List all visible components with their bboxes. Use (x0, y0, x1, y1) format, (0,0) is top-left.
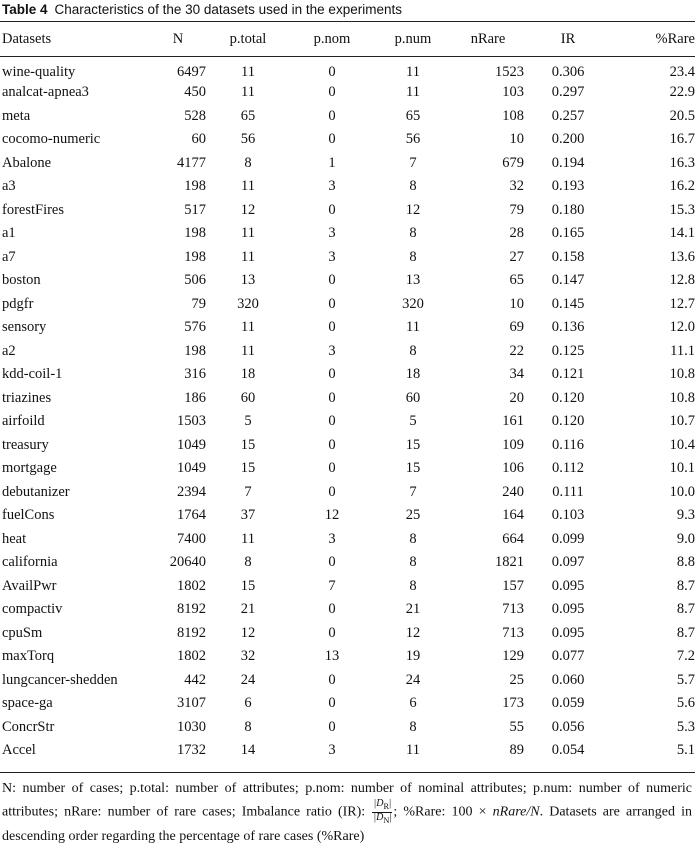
table-cell: 56 (240, 131, 256, 148)
table-cell: 1503 (177, 413, 206, 430)
table-cell: 4177 (177, 154, 206, 171)
table-cell: 5.1 (676, 742, 695, 759)
table-cell: 1049 (177, 436, 206, 453)
table-cell: 11 (241, 248, 255, 265)
table-cell: 13 (240, 272, 256, 289)
table-cell: 186 (184, 389, 206, 406)
table-row (0, 316, 695, 340)
table-cell: 8 (409, 178, 417, 195)
bottom-rule (0, 772, 695, 773)
table-row (0, 434, 695, 458)
column-header: IR (560, 30, 576, 47)
table-cell: 0.145 (551, 295, 585, 312)
table-cell: 164 (502, 507, 524, 524)
table-cell: 517 (184, 201, 206, 218)
table-row (0, 575, 695, 599)
table-cell: 528 (184, 107, 206, 124)
table-cell: 13.6 (669, 248, 695, 265)
table-caption (2, 0, 402, 20)
table-cell: 7400 (177, 530, 206, 547)
dataset-name-cell: debutanizer (2, 483, 70, 500)
table-cell: 13 (324, 648, 340, 665)
table-cell: 10 (509, 131, 524, 148)
table-cell: 65 (405, 107, 421, 124)
table-cell: 8 (244, 154, 252, 171)
table-cell: 13 (405, 272, 421, 289)
table-cell: 0.136 (551, 319, 585, 336)
dataset-name-cell: Accel (2, 742, 36, 759)
table-cell: 11 (241, 342, 255, 359)
table-cell: 0.095 (551, 601, 585, 618)
table-cell: 11 (241, 64, 255, 80)
dataset-name-cell: forestFires (2, 201, 65, 218)
table-cell: 0.116 (551, 436, 585, 453)
table-cell: 0 (328, 436, 336, 453)
table-cell: 0 (328, 624, 336, 641)
table-cell: 12.8 (669, 272, 695, 289)
table-cell: 0 (328, 84, 336, 101)
table-cell: 56 (405, 131, 421, 148)
table-cell: 1764 (177, 507, 206, 524)
table-cell: 240 (502, 483, 524, 500)
table-cell: 5.7 (676, 671, 695, 688)
table-row (0, 504, 695, 528)
table-cell: 0.099 (551, 530, 585, 547)
table-cell: 108 (502, 107, 524, 124)
table-cell: 0 (328, 601, 336, 618)
dataset-name-cell: compactiv (2, 601, 63, 618)
table-cell: 0.165 (551, 225, 585, 242)
table-cell: 60 (405, 389, 421, 406)
table-cell: 8 (409, 248, 417, 265)
table-cell: 79 (191, 295, 206, 312)
table-cell: 0.059 (551, 695, 585, 712)
table-cell: 198 (184, 178, 206, 195)
table-cell: 0.297 (551, 84, 585, 101)
table-cell: 7 (409, 483, 417, 500)
table-cell: 5.3 (676, 718, 695, 735)
table-cell: 0.054 (551, 742, 585, 759)
datasets-table (0, 22, 695, 763)
table-row (0, 622, 695, 646)
table-cell: 24 (240, 671, 256, 688)
table-cell: 11 (406, 84, 420, 101)
table-cell: 23.4 (669, 64, 695, 80)
table-cell: 7 (328, 577, 336, 594)
table-cell: 11 (241, 178, 255, 195)
table-cell: 10.4 (669, 436, 695, 453)
table-cell: 11 (406, 319, 420, 336)
table-row (0, 551, 695, 575)
table-row (0, 81, 695, 105)
dataset-name-cell: cocomo-numeric (2, 131, 101, 148)
table-cell: 11 (406, 742, 420, 759)
table-row (0, 175, 695, 199)
table-cell: 16.3 (669, 154, 695, 171)
table-cell: 12.7 (669, 295, 695, 312)
table-cell: 79 (509, 201, 524, 218)
table-cell: 10.8 (669, 366, 695, 383)
table-cell: 15 (240, 460, 256, 477)
footnote-formula: nRare/N (492, 804, 540, 820)
table-cell: 8 (409, 225, 417, 242)
table-cell: 8192 (177, 624, 206, 641)
table-cell: 0.200 (551, 131, 585, 148)
table-cell: 0.180 (551, 201, 585, 218)
table-cell: 14 (240, 742, 256, 759)
table-cell: 89 (509, 742, 524, 759)
table-cell: 0.077 (551, 648, 585, 665)
table-cell: 0 (328, 319, 336, 336)
table-row (0, 199, 695, 223)
table-cell: 7 (409, 154, 417, 171)
table-cell: 0.257 (551, 107, 585, 124)
column-header: nRare (470, 30, 506, 47)
table-cell: 11.1 (670, 342, 695, 359)
table-cell: 5 (244, 413, 252, 430)
table-cell: 713 (502, 624, 524, 641)
table-cell: 12 (324, 507, 340, 524)
table-cell: 0 (328, 460, 336, 477)
table-cell: 28 (509, 225, 524, 242)
table-cell: 8.8 (676, 554, 695, 571)
table-cell: 6497 (177, 64, 206, 80)
fraction-numerator-sub: R (383, 802, 390, 811)
table-cell: 32 (240, 648, 256, 665)
table-row (0, 246, 695, 270)
table-cell: 8.7 (676, 601, 695, 618)
column-header: Datasets (2, 30, 52, 47)
table-cell: 20.5 (669, 107, 695, 124)
table-cell: 34 (509, 366, 524, 383)
table-cell: 320 (402, 295, 424, 312)
table-cell: 316 (184, 366, 206, 383)
table-cell: 0.097 (551, 554, 585, 571)
table-cell: 506 (184, 272, 206, 289)
dataset-name-cell: wine-quality (2, 64, 76, 80)
table-cell: 576 (184, 319, 206, 336)
table-cell: 1030 (177, 718, 206, 735)
fraction-denominator: |D (373, 812, 384, 823)
table-row (0, 269, 695, 293)
table-cell: 60 (240, 389, 256, 406)
table-cell: 5.6 (676, 695, 695, 712)
table-cell: 10.7 (669, 413, 695, 430)
table-cell: 0 (328, 554, 336, 571)
table-cell: 0 (328, 483, 336, 500)
table-cell: 11 (241, 530, 255, 547)
dataset-name-cell: analcat-apnea3 (2, 84, 89, 101)
table-cell: 0 (328, 718, 336, 735)
dataset-name-cell: a3 (2, 178, 16, 195)
table-cell: 0.103 (551, 507, 585, 524)
table-cell: 1 (328, 154, 336, 171)
dataset-name-cell: ConcrStr (2, 718, 55, 735)
table-cell: 15 (405, 460, 421, 477)
footnote-text-3: . Datasets are arranged in descending order regarding the percentage of rare cases (%Rare) (2, 804, 693, 844)
table-cell: 12 (405, 624, 421, 641)
dataset-name-cell: treasury (2, 436, 49, 453)
table-cell: 0.056 (551, 718, 585, 735)
table-cell: 10.0 (669, 483, 695, 500)
table-cell: 16.2 (669, 178, 695, 195)
table-cell: 1523 (495, 64, 524, 80)
table-cell: 1802 (177, 648, 206, 665)
table-row (0, 692, 695, 716)
table-row (0, 457, 695, 481)
table-row (0, 293, 695, 317)
table-cell: 103 (502, 84, 524, 101)
table-cell: 18 (405, 366, 421, 383)
table-cell: 65 (240, 107, 256, 124)
table-cell: 198 (184, 342, 206, 359)
dataset-name-cell: kdd-coil-1 (2, 366, 63, 383)
column-header: N (172, 30, 184, 47)
dataset-name-cell: a2 (2, 342, 16, 359)
table-cell: 22 (509, 342, 524, 359)
table-cell: 32 (509, 178, 524, 195)
table-cell: 1732 (177, 742, 206, 759)
table-row (0, 128, 695, 152)
table-cell: 12 (405, 201, 421, 218)
table-cell: 8.7 (676, 577, 695, 594)
dataset-name-cell: Abalone (2, 154, 52, 171)
table-cell: 15 (405, 436, 421, 453)
table-cell: 8 (244, 718, 252, 735)
table-cell: 2394 (177, 483, 206, 500)
table-cell: 0 (328, 272, 336, 289)
table-cell: 25 (509, 671, 524, 688)
table-cell: 20 (509, 389, 524, 406)
table-cell: 0.194 (551, 154, 585, 171)
table-cell: 1821 (495, 554, 524, 571)
table-cell: 0.120 (551, 389, 585, 406)
table-cell: 18 (240, 366, 256, 383)
table-cell: 3 (328, 742, 336, 759)
footnote-text-2: ; %Rare: 100 × (393, 804, 493, 820)
table-cell: 0 (328, 131, 336, 148)
fraction-denominator-sub: N (383, 816, 390, 825)
table-cell: 24 (405, 671, 421, 688)
dataset-name-cell: a7 (2, 248, 16, 265)
table-cell: 679 (502, 154, 524, 171)
table-cell: 8 (244, 554, 252, 571)
table-cell: 60 (191, 131, 206, 148)
table-row (0, 645, 695, 669)
table-cell: 0.121 (551, 366, 585, 383)
dataset-name-cell: meta (2, 107, 31, 124)
table-cell: 8192 (177, 601, 206, 618)
table-cell: 27 (509, 248, 524, 265)
table-cell: 12.0 (669, 319, 695, 336)
table-cell: 16.7 (669, 131, 695, 148)
table-cell: 7 (244, 483, 252, 500)
table-cell: 0.095 (551, 624, 585, 641)
table-cell: 8 (409, 718, 417, 735)
table-header-row (0, 22, 695, 56)
table-cell: 9.3 (676, 507, 695, 524)
table-cell: 3 (328, 178, 336, 195)
table-cell: 157 (502, 577, 524, 594)
table-cell: 0.111 (552, 483, 584, 500)
dataset-name-cell: airfoild (2, 413, 45, 430)
table-row (0, 716, 695, 740)
table-cell: 0.095 (551, 577, 585, 594)
dataset-name-cell: mortgage (2, 460, 57, 477)
table-cell: 5 (409, 413, 417, 430)
table-cell: 21 (405, 601, 421, 618)
table-cell: 8 (409, 342, 417, 359)
footnote-text-1: N: number of cases; p.total: number of attributes; p.nom: number of nominal attributes; p.num: number of numeric attributes; nRare: number of rare cases; Imbalance ratio (IR): (2, 781, 692, 820)
table-cell: 15.3 (669, 201, 695, 218)
table-cell: 0.158 (551, 248, 585, 265)
table-row (0, 152, 695, 176)
table-cell: 0 (328, 201, 336, 218)
table-cell: 6 (244, 695, 252, 712)
table-row (0, 598, 695, 622)
table-cell: 320 (237, 295, 259, 312)
table-cell: 198 (184, 225, 206, 242)
table-row (0, 528, 695, 552)
dataset-name-cell: lungcancer-shedden (2, 671, 118, 688)
table-footnote (2, 778, 692, 847)
table-cell: 8.7 (676, 624, 695, 641)
dataset-name-cell: sensory (2, 319, 47, 336)
table-cell: 11 (241, 225, 255, 242)
dataset-name-cell: california (2, 554, 58, 571)
table-cell: 0 (328, 671, 336, 688)
table-cell: 0 (328, 413, 336, 430)
table-cell: 15 (240, 577, 256, 594)
table-cell: 161 (502, 413, 524, 430)
table-row (0, 481, 695, 505)
dataset-name-cell: triazines (2, 389, 52, 406)
table-cell: 6 (409, 695, 417, 712)
table-cell: 0.112 (551, 460, 585, 477)
table-cell: 3 (328, 225, 336, 242)
table-cell: 9.0 (676, 530, 695, 547)
dataset-name-cell: a1 (2, 225, 16, 242)
table-cell: 8 (409, 530, 417, 547)
table-cell: 3 (328, 530, 336, 547)
table-row (0, 222, 695, 246)
dataset-name-cell: AvailPwr (2, 577, 57, 594)
dataset-name-cell: cpuSm (2, 624, 43, 641)
table-row (0, 363, 695, 387)
table-cell: 109 (502, 436, 524, 453)
table-cell: 129 (502, 648, 524, 665)
dataset-name-cell: maxTorq (2, 648, 55, 665)
table-cell: 0.125 (551, 342, 585, 359)
table-cell: 11 (241, 84, 255, 101)
table-cell: 0.147 (551, 272, 585, 289)
table-row (0, 340, 695, 364)
table-cell: 0 (328, 695, 336, 712)
table-cell: 12 (240, 201, 256, 218)
table-row (0, 669, 695, 693)
table-cell: 19 (405, 648, 421, 665)
table-cell: 10.8 (669, 389, 695, 406)
table-cell: 12 (240, 624, 256, 641)
table-row (0, 410, 695, 434)
table-cell: 0.306 (551, 64, 585, 80)
table-cell: 37 (240, 507, 256, 524)
dataset-name-cell: fuelCons (2, 507, 55, 524)
table-cell: 10.1 (669, 460, 695, 477)
table-row (0, 56, 695, 81)
dataset-name-cell: space-ga (2, 695, 53, 712)
table-cell: 3 (328, 248, 336, 265)
table-cell: 0.060 (551, 671, 585, 688)
table-cell: 65 (509, 272, 524, 289)
table-cell: 25 (405, 507, 421, 524)
table-title: Characteristics of the 30 datasets used in the experiments (54, 2, 402, 17)
table-row (0, 105, 695, 129)
dataset-name-cell: heat (2, 530, 27, 547)
table-row (0, 387, 695, 411)
table-cell: 55 (509, 718, 524, 735)
table-cell: 3 (328, 342, 336, 359)
table-cell: 0.120 (551, 413, 585, 430)
table-cell: 0 (328, 64, 336, 80)
fraction-numerator: |D (373, 798, 384, 809)
table-cell: 0 (328, 389, 336, 406)
table-cell: 0.193 (551, 178, 585, 195)
table-cell: 11 (241, 319, 255, 336)
table-cell: 11 (406, 64, 420, 80)
dataset-name-cell: pdgfr (2, 295, 34, 312)
table-cell: 450 (184, 84, 206, 101)
table-cell: 173 (502, 695, 524, 712)
table-cell: 442 (184, 671, 206, 688)
table-cell: 8 (409, 554, 417, 571)
table-cell: 106 (502, 460, 524, 477)
table-cell: 0 (328, 107, 336, 124)
column-header: p.num (394, 30, 432, 47)
table-label: Table 4 (2, 2, 48, 17)
table-row (0, 739, 695, 763)
table-cell: 7.2 (676, 648, 695, 665)
table-cell: 1049 (177, 460, 206, 477)
dataset-name-cell: boston (2, 272, 41, 289)
table-cell: 20640 (169, 554, 206, 571)
table-cell: 198 (184, 248, 206, 265)
table-cell: 8 (409, 577, 417, 594)
column-header: p.total (229, 30, 267, 47)
table-cell: 664 (502, 530, 524, 547)
table-cell: 21 (240, 601, 256, 618)
table-cell: 3107 (177, 695, 206, 712)
table-cell: 1802 (177, 577, 206, 594)
column-header: %Rare (655, 30, 695, 47)
table-cell: 713 (502, 601, 524, 618)
table-cell: 10 (509, 295, 524, 312)
ir-fraction: $\frac{|D_R|}{|D_N|}$ (373, 798, 392, 825)
table-cell: 15 (240, 436, 256, 453)
table-cell: 0 (328, 295, 336, 312)
table-cell: 22.9 (669, 84, 695, 101)
table-cell: 0 (328, 366, 336, 383)
column-header: p.nom (313, 30, 351, 47)
table-cell: 69 (509, 319, 524, 336)
table-cell: 14.1 (669, 225, 695, 242)
table-body (0, 56, 695, 763)
